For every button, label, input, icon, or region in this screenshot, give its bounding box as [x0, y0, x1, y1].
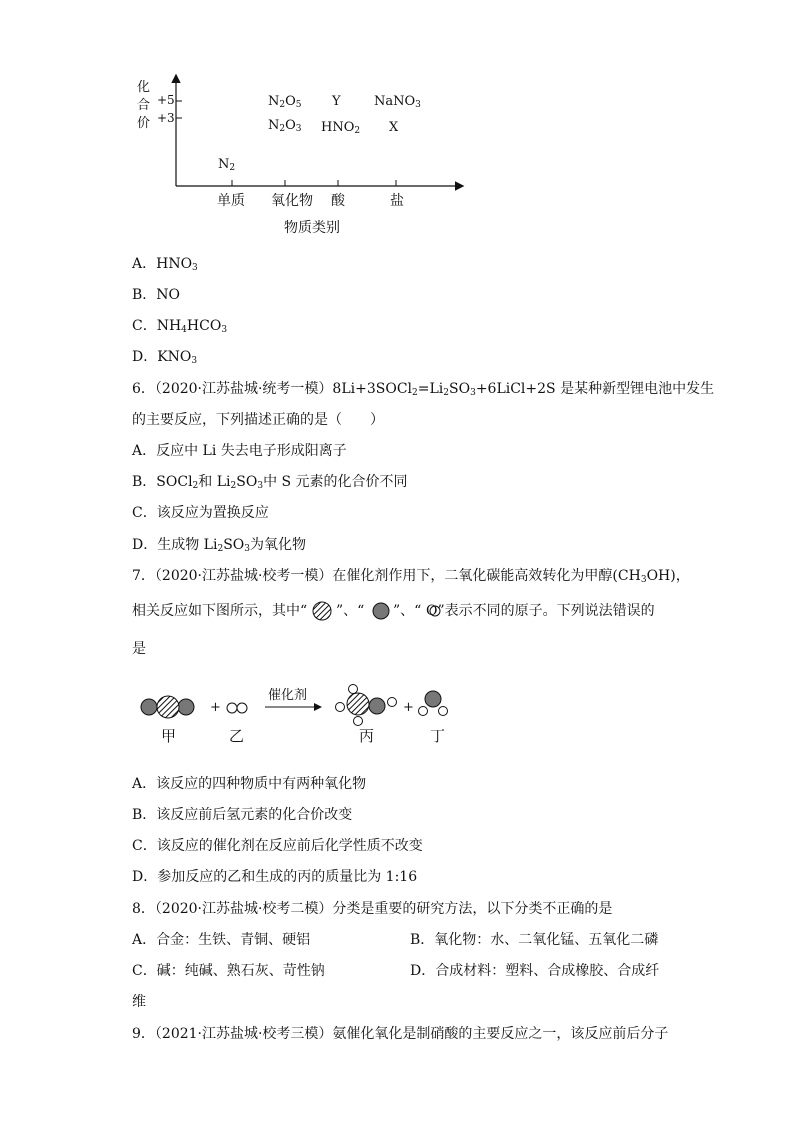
- q7-stem-line2-c: ”、“: [393, 603, 422, 619]
- y-axis-label-char-1: 化: [137, 80, 151, 95]
- q8-option-d-wrap: 维: [132, 994, 146, 1010]
- x-category-element: 单质: [217, 193, 245, 209]
- label-jia: 甲: [161, 727, 177, 745]
- q7-stem-line2-d: O”表示不同的原子。下列说法错误的: [426, 603, 655, 619]
- x-category-oxide: 氧化物: [271, 193, 313, 209]
- y-tick-label-plus3: +3: [157, 111, 175, 125]
- q6-option-b: B．SOCl$_2$和 $Li_2SO_3$中 S 元素的化合价不同: [132, 474, 408, 491]
- label-ding: 丁: [430, 727, 446, 745]
- formula-y: Y: [332, 94, 341, 109]
- x-category-salt: 盐: [390, 193, 404, 209]
- inline-gray-atom-icon: [373, 603, 389, 619]
- q7-stem-line1: 7．（2020·江苏盐城·校考一模）在催化剂作用下，二氧化碳能高效转化为甲醇$(CH_3OH)$，: [132, 568, 690, 585]
- formula-n2: $N_2$: [218, 157, 236, 173]
- y-axis-label-char-2: 合: [137, 98, 151, 113]
- molecule-bing: [336, 685, 397, 726]
- q8-option-d: D．合成材料：塑料、合成橡胶、合成纤: [410, 963, 660, 979]
- q7-stem-line2-b: ”、“: [336, 603, 365, 619]
- q5-option-c: C．$NH_4HCO_3$: [132, 318, 228, 335]
- q8-option-b: B．氧化物：水、二氧化锰、五氧化二磷: [410, 932, 659, 948]
- q6-option-c: C．该反应为置换反应: [132, 505, 269, 521]
- q8-stem: 8．（2020·江苏盐城·校考二模）分类是重要的研究方法，以下分类不正确的是: [132, 901, 613, 917]
- q7-stem-line3: 是: [132, 641, 146, 657]
- q6-stem-line2: 的主要反应，下列描述正确的是（ ）: [132, 412, 384, 428]
- q7-option-d: D．参加反应的乙和生成的丙的质量比为 1:16: [132, 869, 418, 885]
- y-tick-label-plus5: +5: [157, 93, 175, 107]
- plus-sign-1: +: [210, 700, 221, 715]
- molecule-yi: [227, 703, 247, 713]
- molecule-jia: [141, 696, 194, 718]
- q7-option-b: B．该反应前后氢元素的化合价改变: [132, 807, 353, 823]
- q7-stem-line2-a: 相关反应如下图所示，其中“: [132, 603, 308, 619]
- q6-option-d: D．生成物 $Li_2SO_3$为氧化物: [132, 537, 306, 554]
- formula-n2o5: $N_2O_5$: [268, 94, 302, 110]
- formula-x: X: [389, 120, 399, 135]
- plus-sign-2: +: [403, 700, 414, 715]
- q5-option-a: A．$HNO_3$: [132, 256, 198, 273]
- label-yi: 乙: [229, 727, 245, 745]
- inline-hatched-atom-icon: [313, 602, 331, 620]
- y-axis-label-char-3: 价: [137, 116, 151, 131]
- formula-nano3: NaNO$_3$: [374, 94, 421, 110]
- x-axis-title: 物质类别: [284, 220, 340, 236]
- q5-option-b: B．NO: [132, 287, 181, 303]
- q6-option-a: A．反应中 Li 失去电子形成阳离子: [132, 443, 347, 459]
- q6-stem-line1: 6．（2020·江苏盐城·统考一模）$8Li+3SOCl_2=Li_2SO_3+6LiCl+2S$ 是某种新型锂电池中发生: [132, 381, 715, 398]
- formula-n2o3: $N_2O_3$: [268, 118, 302, 134]
- q8-option-a: A．合金：生铁、青铜、硬铝: [132, 932, 311, 948]
- label-bing: 丙: [359, 727, 375, 745]
- q7-option-a: A．该反应的四种物质中有两种氧化物: [132, 776, 367, 792]
- q9-stem: 9．（2021·江苏盐城·校考三模）氨催化氧化是制硝酸的主要反应之一，该反应前后分子: [132, 1026, 669, 1042]
- catalyst-label: 催化剂: [268, 688, 308, 703]
- x-category-acid: 酸: [331, 193, 345, 209]
- formula-hno2: $HNO_2$: [321, 120, 361, 136]
- molecule-ding: [419, 691, 448, 716]
- q8-option-c: C．碱：纯碱、熟石灰、苛性钠: [132, 963, 325, 979]
- q5-option-d: D．$KNO_3$: [132, 349, 198, 366]
- q7-option-c: C．该反应的催化剂在反应前后化学性质不改变: [132, 838, 423, 854]
